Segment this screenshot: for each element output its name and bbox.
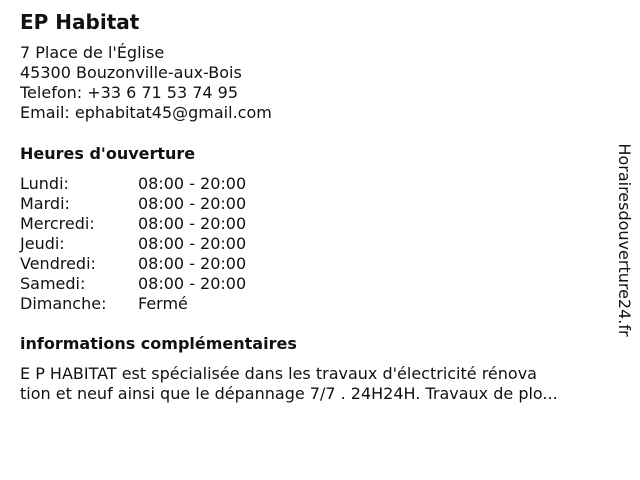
hours-row-thursday bbox=[20, 234, 246, 254]
hours-day: Samedi: bbox=[20, 274, 86, 293]
hours-heading: Heures d'ouverture bbox=[20, 144, 196, 163]
address-city: 45300 Bouzonville-aux-Bois bbox=[20, 63, 242, 82]
hours-day: Vendredi: bbox=[20, 254, 96, 273]
hours-row-saturday bbox=[20, 274, 246, 294]
hours-time: 08:00 - 20:00 bbox=[138, 174, 247, 193]
hours-day: Dimanche: bbox=[20, 294, 107, 313]
hours-row-monday bbox=[20, 174, 246, 194]
hours-row-tuesday bbox=[20, 194, 246, 214]
hours-row-wednesday bbox=[20, 214, 246, 234]
hours-time: 08:00 - 20:00 bbox=[138, 214, 247, 233]
address-street: 7 Place de l'Église bbox=[20, 43, 165, 62]
site-watermark: Horairesdouverture24.fr bbox=[615, 143, 634, 337]
business-description bbox=[20, 364, 620, 404]
hours-row-friday bbox=[20, 254, 246, 274]
hours-time: 08:00 - 20:00 bbox=[138, 254, 247, 273]
description-line: E P HABITAT est spécialisée dans les travaux d'électricité rénova bbox=[20, 364, 537, 383]
additional-info-heading: informations complémentaires bbox=[20, 334, 297, 353]
opening-hours-table bbox=[20, 174, 246, 314]
hours-time: 08:00 - 20:00 bbox=[138, 194, 247, 213]
hours-time: Fermé bbox=[138, 294, 188, 313]
contact-block bbox=[20, 43, 272, 123]
hours-row-sunday bbox=[20, 294, 246, 314]
phone-number: Telefon: +33 6 71 53 74 95 bbox=[20, 83, 239, 102]
hours-time: 08:00 - 20:00 bbox=[138, 274, 247, 293]
hours-day: Mercredi: bbox=[20, 214, 95, 233]
hours-day: Jeudi: bbox=[20, 234, 65, 253]
description-line: tion et neuf ainsi que le dépannage 7/7 . 24H24H. Travaux de plo... bbox=[20, 384, 558, 403]
business-name: EP Habitat bbox=[20, 10, 140, 34]
email-address: Email: ephabitat45@gmail.com bbox=[20, 103, 272, 122]
hours-day: Mardi: bbox=[20, 194, 70, 213]
hours-day: Lundi: bbox=[20, 174, 69, 193]
hours-time: 08:00 - 20:00 bbox=[138, 234, 247, 253]
